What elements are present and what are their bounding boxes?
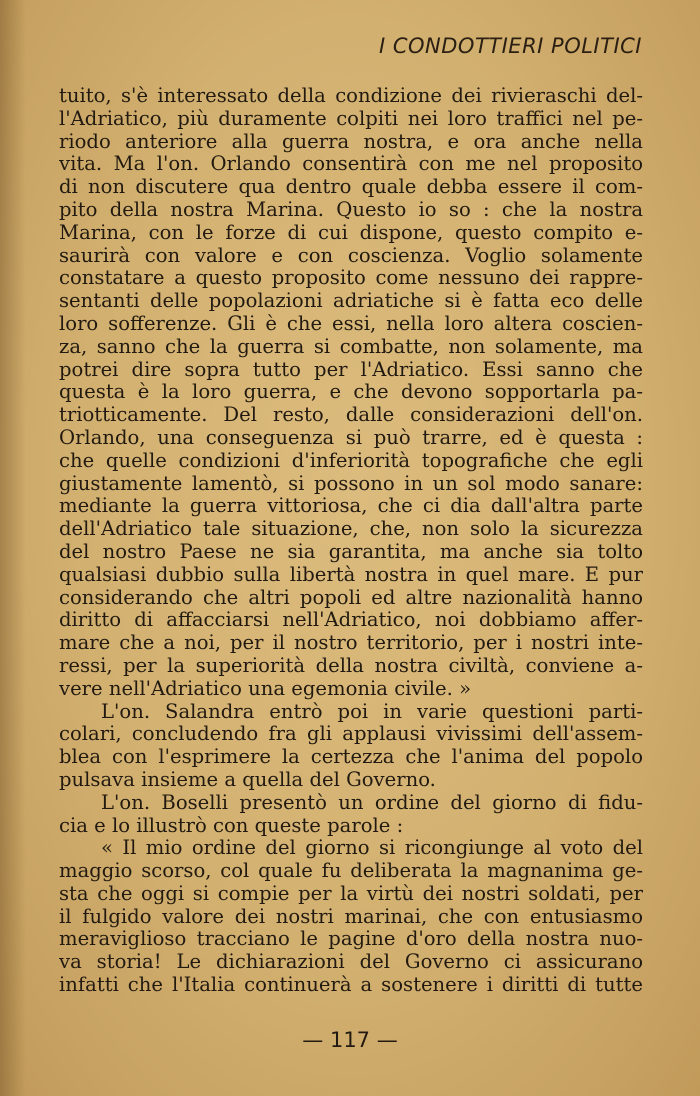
text-line: triotticamente. Del resto, dalle considerazioni dell'on. [59,404,643,427]
text-line: loro sofferenze. Gli è che essi, nella loro altera coscien- [59,312,643,335]
page-number: — 117 — [302,1028,398,1052]
text-line: infatti che l'Italia continuerà a sostenere i diritti di tutte [59,974,643,997]
text-line: considerando che altri popoli ed altre nazionalità hanno [59,586,643,609]
text-line: « Il mio ordine del giorno si ricongiunge al voto del [101,837,643,860]
text-line: tuito, s'è interessato della condizione dei rivieraschi del- [59,85,643,107]
text-line: constatare a questo proposito come nessuno dei rappre- [59,267,643,290]
text-line: cia e lo illustrò con queste parole : [59,814,404,837]
text-line: giustamente lamentò, si possono in un sol modo sanare: [59,472,643,495]
text-line: mare che a noi, per il nostro territorio, per i nostri inte- [59,632,643,655]
text-line: L'on. Salandra entrò poi in varie questioni parti- [101,700,643,723]
text-line: maggio scorso, col quale fu deliberata la magnanima ge- [59,860,643,883]
text-line: Marina, con le forze di cui dispone, questo compito e- [59,221,643,244]
text-line: vita. Ma l'on. Orlando consentirà con me nel proposito [59,153,643,176]
text-line: za, sanno che la guerra si combatte, non solamente, ma [59,335,643,358]
text-line: l'Adriatico, più duramente colpiti nei loro traffici nel pe- [59,107,643,130]
text-line: blea con l'esprimere la certezza che l'anima del popolo [59,746,643,769]
text-line: vere nell'Adriatico una egemonia civile. » [59,677,472,700]
running-head: I CONDOTTIERI POLITICI [378,34,642,58]
text-line: ressi, per la superiorità della nostra civiltà, conviene a- [59,654,643,677]
text-line: sta che oggi si compie per la virtù dei nostri soldati, per [59,882,643,905]
text-line: riodo anteriore alla guerra nostra, e ora anche nella [59,130,643,153]
text-line: sentanti delle popolazioni adriatiche si è fatta eco delle [59,290,643,313]
text-line: Orlando, una conseguenza si può trarre, ed è questa : [59,426,643,449]
text-line: del nostro Paese ne sia garantita, ma anche sia tolto [59,540,643,563]
text-line: diritto di affacciarsi nell'Adriatico, noi dobbiamo affer- [59,609,643,632]
text-line: colari, concludendo fra gli applausi vivissimi dell'assem- [59,723,643,746]
text-line: mediante la guerra vittoriosa, che ci dia dall'altra parte [59,495,643,518]
text-line: questa è la loro guerra, e che devono sopportarla pa- [59,381,643,404]
text-line: qualsiasi dubbio sulla libertà nostra in quel mare. E pur [59,563,643,586]
text-line: pulsava insieme a quella del Governo. [59,768,436,791]
text-line: L'on. Boselli presentò un ordine del giorno di fidu- [101,791,643,814]
text-line: va storia! Le dichiarazioni del Governo ci assicurano [59,951,643,974]
text-line: meraviglioso tracciano le pagine d'oro della nostra nuo- [59,928,643,951]
text-line: di non discutere qua dentro quale debba essere il com- [59,176,643,199]
text-line: saurirà con valore e con coscienza. Voglio solamente [59,244,643,267]
body-text [59,85,643,997]
text-line: potrei dire sopra tutto per l'Adriatico. Essi sanno che [59,358,643,381]
text-line: pito della nostra Marina. Questo io so : che la nostra [59,198,643,221]
text-line: il fulgido valore dei nostri marinai, che con entusiasmo [59,905,643,928]
text-line: dell'Adriatico tale situazione, che, non solo la sicurezza [59,518,643,541]
text-line: che quelle condizioni d'inferiorità topografiche che egli [59,449,643,472]
